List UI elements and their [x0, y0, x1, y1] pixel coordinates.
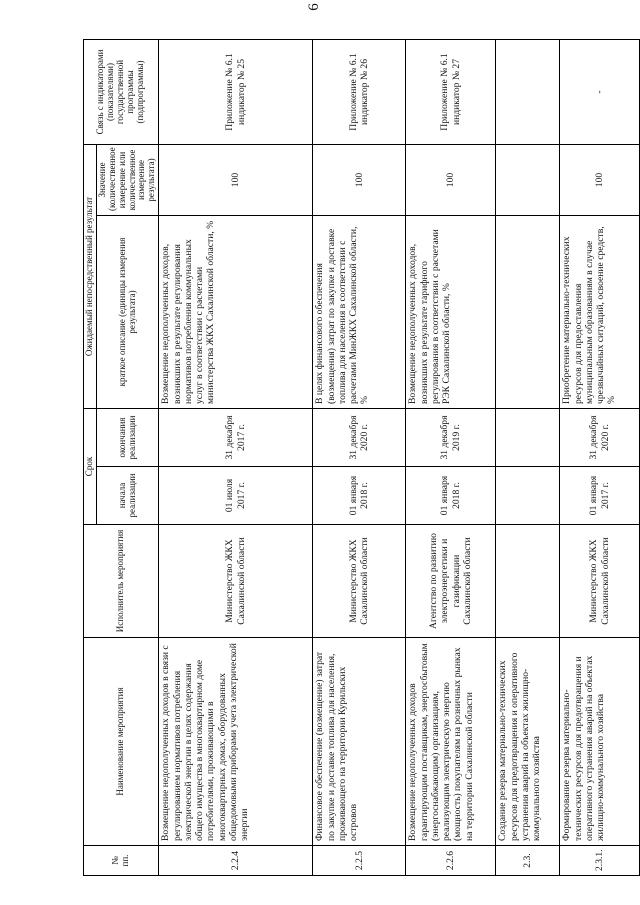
row-name: Возмещение недополученных доходов в связи с регулированием нормативов потребления электрической энергии в целях содержания общего имущества в многоквартирном доме потребителями, проживающими в многоквартирных домах, оборудованных общедомовыми приборами учета электрической энергии	[159, 638, 313, 846]
row-desc: Возмещение недополученных доходов, возникших в результате регулирования нормативов потребления коммунальных услуг в соответствии с расчетами министерства ЖКХ Сахалинской области, %	[159, 215, 313, 408]
row-end: 31 декабря 2019 г.	[406, 408, 496, 466]
row-link	[496, 39, 560, 144]
col-value-header: Значение (количественное измерение или количественное измерение результата)	[96, 144, 158, 215]
row-link: -	[560, 39, 640, 144]
row-link: Приложение № 6.1 индикатор № 27	[406, 39, 496, 144]
row-name: Возмещение недополученных доходов гарантирующим поставщикам, энергосбытовым (энергоснабжающим) организациям, реализующим электрическую энергию (мощность) покупателям на розничных рынках на территории Сахалинской области	[406, 638, 496, 846]
row-value: 100	[406, 144, 496, 215]
row-value	[496, 144, 560, 215]
row-name: Финансовое обеспечение (возмещение) затрат по закупке и доставке топлива для населения, проживающего на территории Курильских островов	[313, 638, 406, 846]
col-name-header: Наименование мероприятия	[84, 638, 159, 846]
table-row	[496, 39, 560, 875]
table-row	[406, 39, 496, 875]
row-executor: Министерство ЖКХ Сахалинской области	[159, 525, 313, 638]
col-num-header: № пп.	[84, 846, 159, 876]
col-link-header: Связь с индикаторами (показателями) государственной программы (подпрограммы)	[84, 39, 159, 144]
events-table	[83, 39, 640, 876]
row-desc	[496, 215, 560, 408]
row-end	[496, 408, 560, 466]
row-num: 2.2.5	[313, 846, 406, 876]
col-start-header: начала реализации	[96, 467, 158, 525]
col-executor-header: Исполнитель мероприятия	[84, 525, 159, 638]
table-row	[159, 39, 313, 875]
row-num: 2.3.1.	[560, 846, 640, 876]
row-end: 31 декабря 2020 г.	[560, 408, 640, 466]
row-name: Создание резерва материально-технических ресурсов для предотвращения и оперативного устранения аварий на объектах жилищно-коммунального хозяйства	[496, 638, 560, 846]
row-link: Приложение № 6.1 индикатор № 26	[313, 39, 406, 144]
row-num: 2.3.	[496, 846, 560, 876]
row-start: 01 января 2018 г.	[406, 467, 496, 525]
row-executor	[496, 525, 560, 638]
row-executor: Министерство ЖКХ Сахалинской области	[313, 525, 406, 638]
row-num: 2.2.6	[406, 846, 496, 876]
row-name: Формирование резерва материально-технических ресурсов для предотвращения и оперативного устранения аварий на объектах жилищно-коммунального хозяйства	[560, 638, 640, 846]
row-desc: Приобретение материально-технических ресурсов для предоставления муниципальным образованиям в случае чрезвычайных ситуаций, освоение средств, %	[560, 215, 640, 408]
table-row	[560, 39, 640, 875]
row-end: 31 декабря 2020 г.	[313, 408, 406, 466]
row-start: 01 января 2018 г.	[313, 467, 406, 525]
header-row	[84, 39, 97, 875]
table-row	[313, 39, 406, 875]
row-value: 100	[313, 144, 406, 215]
row-value: 100	[159, 144, 313, 215]
row-num: 2.2.4	[159, 846, 313, 876]
page-number: 6	[306, 3, 322, 11]
row-start: 01 января 2017 г.	[560, 467, 640, 525]
row-executor: Агентство по развитию электроэнергетики и газификации Сахалинской области	[406, 525, 496, 638]
col-end-header: окончания реализации	[96, 408, 158, 466]
row-start	[496, 467, 560, 525]
col-term-header: Срок	[84, 408, 97, 524]
row-desc: В целях финансового обеспечения (возмещения) затрат по закупке и доставке топлива для населения в соответствии с расчетами МинЖКХ Сахалинской области, %	[313, 215, 406, 408]
col-result-header: Ожидаемый непосредственный результат	[84, 144, 97, 408]
row-end: 31 декабря 2017 г.	[159, 408, 313, 466]
row-desc: Возмещение недополученных доходов, возникших в результате тарифного регулирования в соответствии с расчетами РЭК Сахалинской области, %	[406, 215, 496, 408]
col-desc-header: краткое описание (единицы измерения результата)	[96, 215, 158, 408]
row-value: 100	[560, 144, 640, 215]
row-executor: Министерство ЖКХ Сахалинской области	[560, 525, 640, 638]
row-start: 01 июля 2017 г.	[159, 467, 313, 525]
row-link: Приложение № 6.1 индикатор № 25	[159, 39, 313, 144]
